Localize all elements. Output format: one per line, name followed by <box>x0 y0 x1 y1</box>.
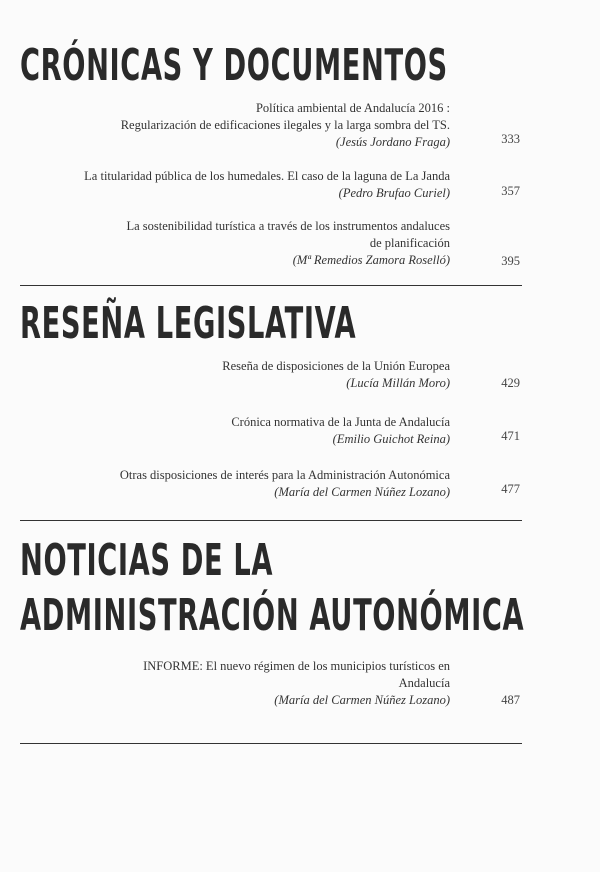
section-title-noticias-line-1: NOTICIAS DE LA <box>20 535 274 586</box>
section-title-noticias-line-2: ADMINISTRACIÓN AUTONÓMICA <box>20 590 525 641</box>
toc-entry <box>20 658 450 709</box>
entry-author: (Lucía Millán Moro) <box>346 376 450 390</box>
entry-title-line: Andalucía <box>398 676 450 690</box>
entry-title-line: Reseña de disposiciones de la Unión Europea <box>222 359 450 373</box>
entry-author: (Jesús Jordano Fraga) <box>335 135 450 149</box>
entry-title-line: Regularización de edificaciones ilegales y la larga sombra del TS. <box>120 118 450 132</box>
entry-title-line: INFORME: El nuevo régimen de los municipios turísticos en <box>143 659 450 673</box>
entry-title-line: Otras disposiciones de interés para la Administración Autonómica <box>119 468 450 482</box>
entry-author: (María del Carmen Núñez Lozano) <box>274 485 450 499</box>
entry-author: (María del Carmen Núñez Lozano) <box>274 693 450 707</box>
entry-page-number: 333 <box>501 132 520 146</box>
entry-title-line: de planificación <box>369 236 450 250</box>
entry-title-line: La sostenibilidad turística a través de los instrumentos andaluces <box>126 219 450 233</box>
entry-author: (Pedro Brufao Curiel) <box>338 186 450 200</box>
entry-page-number: 471 <box>501 429 520 443</box>
toc-entry <box>20 168 450 202</box>
entry-page-number: 429 <box>501 376 520 390</box>
entry-page-number: 477 <box>501 482 520 496</box>
entry-title-line: La titularidad pública de los humedales. El caso de la laguna de La Janda <box>84 169 450 183</box>
section-divider <box>20 743 522 744</box>
section-divider <box>20 520 522 521</box>
entry-page-number: 487 <box>501 693 520 707</box>
section-title-resena: RESEÑA LEGISLATIVA <box>20 298 357 349</box>
section-divider <box>20 285 522 286</box>
section-title-cronicas: CRÓNICAS Y DOCUMENTOS <box>20 40 448 91</box>
toc-entry <box>20 100 450 151</box>
entry-title-line: Política ambiental de Andalucía 2016 : <box>255 101 450 115</box>
entry-author: (Mª Remedios Zamora Roselló) <box>292 253 450 267</box>
entry-author: (Emilio Guichot Reina) <box>332 432 450 446</box>
entry-title-line: Crónica normativa de la Junta de Andalucía <box>231 415 450 429</box>
toc-entry <box>20 218 450 269</box>
toc-entry <box>20 467 450 501</box>
toc-entry <box>20 414 450 448</box>
entry-page-number: 395 <box>501 254 520 268</box>
entry-page-number: 357 <box>501 184 520 198</box>
toc-entry <box>20 358 450 392</box>
